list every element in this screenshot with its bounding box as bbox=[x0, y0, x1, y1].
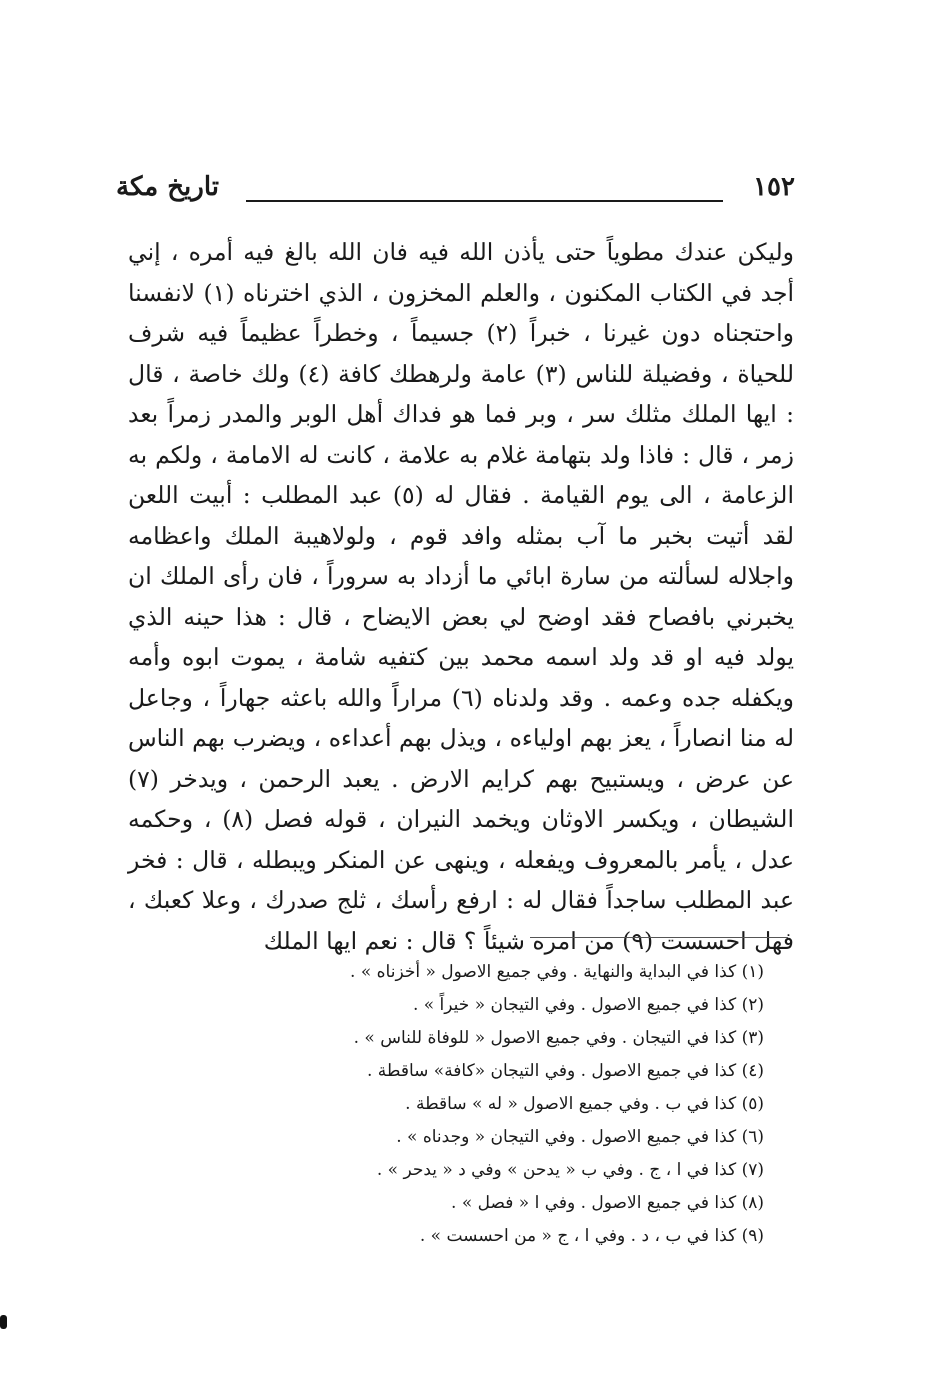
footnote-1: (١) كذا في البداية والنهاية . وفي جميع الاصول « أخزناه » . bbox=[350, 962, 764, 982]
footnote-6: (٦) كذا في جميع الاصول . وفي التيجان « وجدناه » . bbox=[396, 1127, 764, 1147]
footnote-8: (٨) كذا في جميع الاصول . وفي ا « فصل » . bbox=[451, 1193, 764, 1213]
body-text: وليكن عندك مطوياً حتى يأذن الله فيه فان الله بالغ فيه أمره ، إني أجد في الكتاب المكنون ، والعلم المخزون ، الذي اخترناه (١) لانفسنا واحتجناه دون غيرنا ، خبراً (٢) جسيماً ، وخطراً عظيماً فيه شرف للحياة ، وفضيلة للناس (٣) عامة ولرهطك كافة (٤) ولك خاصة ، قال : ايها الملك مثلك سر ، وبر فما هو فداك أهل الوبر والمدر زمراً بعد زمر ، قال : فاذا ولد بتهامة غلام به علامة ، كانت له الامامة ، ولكم به الزعامة ، الى يوم القيامة . فقال له (٥) عبد المطلب : أبيت اللعن لقد أتيت بخبر ما آب بمثله وافد قوم ، ولولاهيبة الملك واعظامه واجلاله لسألته من سارة ابائي ما أزداد به سروراً ، فان رأى الملك ان يخبرني بافصاح فقد اوضح لي بعض الايضاح ، قال : هذا حينه الذي يولد فيه او قد ولد اسمه محمد بين كتفيه شامة ، يموت ابوه وأمه ويكفله جده وعمه . وقد ولدناه (٦) مراراً والله باعثه جهاراً ، وجاعل له منا انصاراً ، يعز بهم اولياءه ، ويذل بهم أعداءه ، ويضرب بهم الناس عن عرض ، ويستبيح بهم كرايم الارض . يعبد الرحمن ، ويدخر (٧) الشيطان ، ويكسر الاوثان ويخمد النيران ، قوله فصل (٨) ، وحكمه عدل ، يأمر بالمعروف ويفعله ، وينهى عن المنكر ويبطله ، قال : فخر عبد المطلب ساجداً فقال له : ارفع رأسك ، ثلج صدرك ، وعلا كعبك ، فهل احسست (٩) من امره شيئاً ؟ قال : نعم ايها الملك bbox=[128, 238, 795, 955]
page-number: ١٥٢ bbox=[753, 172, 795, 202]
footnote-4: (٤) كذا في جميع الاصول . وفي التيجان «كافة» ساقطة . bbox=[366, 1061, 764, 1081]
page-header bbox=[116, 172, 795, 212]
footnote-2: (٢) كذا في جميع الاصول . وفي التيجان « خيراً » . bbox=[412, 995, 764, 1015]
footnote-7: (٧) كذا في ا ، ج . وفي ب « يدحن » وفي د « يدحر » . bbox=[376, 1160, 764, 1180]
footnotes-list bbox=[334, 956, 764, 1253]
footnote-9: (٩) كذا في ب ، د . وفي ا ، ج « من احسست » . bbox=[419, 1226, 764, 1246]
footnote-divider bbox=[530, 937, 788, 938]
scan-speck bbox=[0, 1315, 7, 1329]
footnote-3: (٣) كذا في التيجان . وفي جميع الاصول « للوفاة للناس » . bbox=[353, 1028, 764, 1048]
header-rule bbox=[246, 200, 723, 202]
footnote-5: (٥) كذا في ب . وفي جميع الاصول « له » ساقطة . bbox=[405, 1094, 764, 1114]
running-title: تاريخ مكة bbox=[116, 172, 220, 202]
